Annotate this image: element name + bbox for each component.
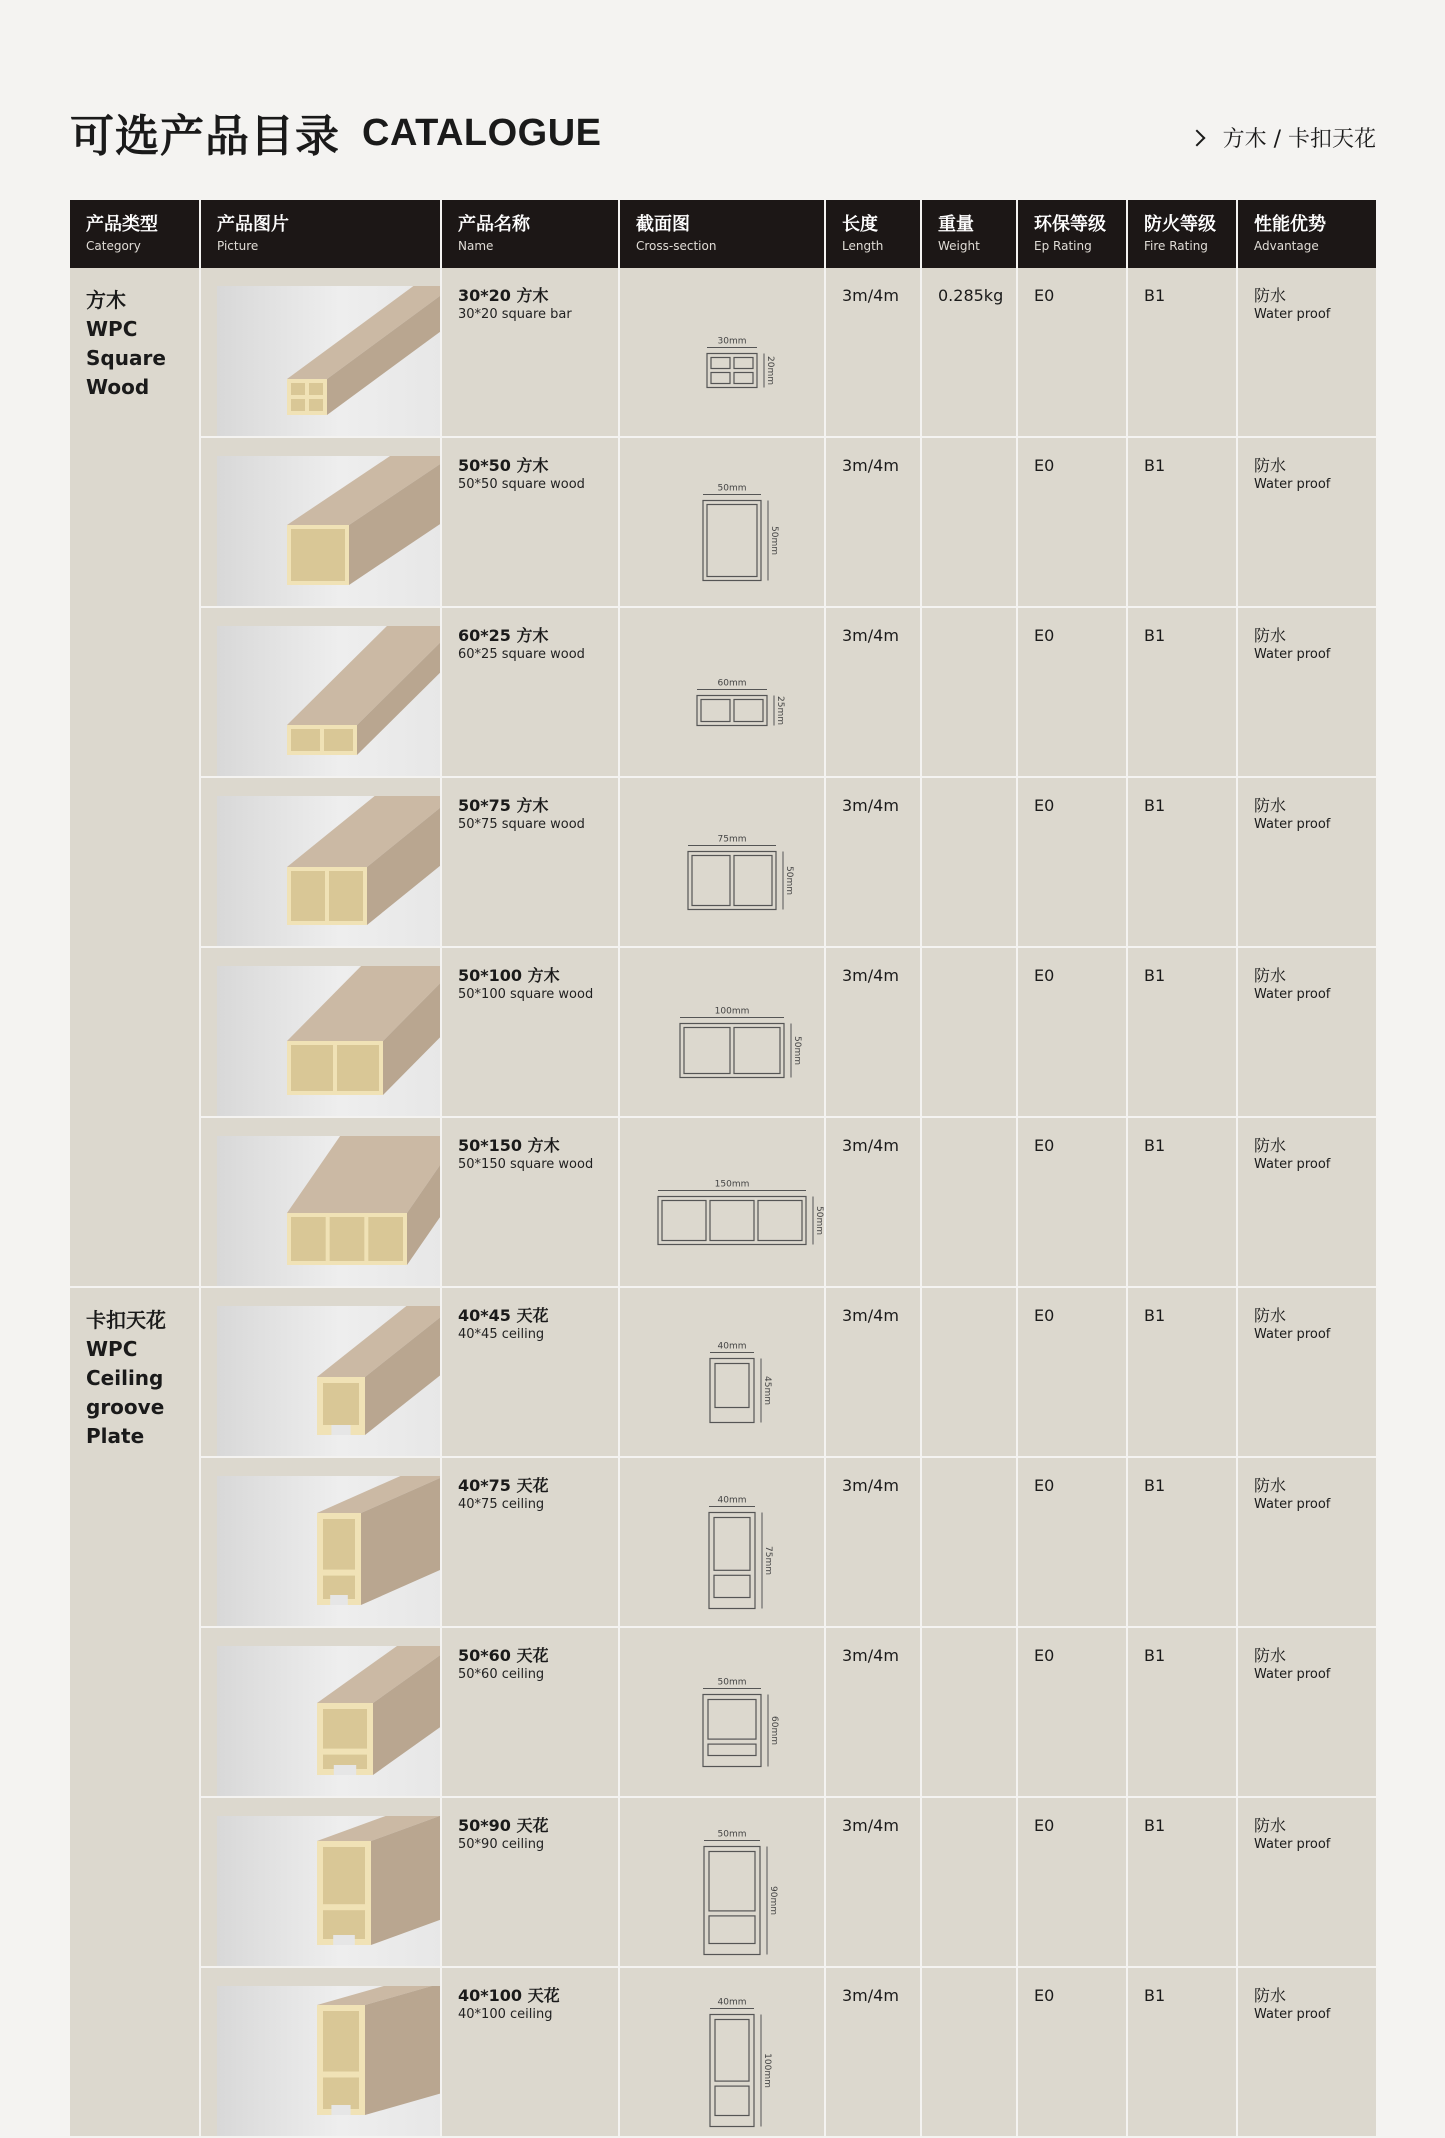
cross-section-cell <box>619 947 825 1117</box>
cross-section-cell <box>619 777 825 947</box>
weight-cell <box>921 1967 1017 2137</box>
table-row <box>70 268 1376 437</box>
advantage-cn: 防水 <box>1254 626 1287 645</box>
cross-section-drawing <box>636 1306 840 1455</box>
advantage-cell <box>1237 268 1376 437</box>
weight-cell <box>921 1287 1017 1457</box>
section-width-label: 100mm <box>714 1006 750 1017</box>
category-cell <box>70 1287 200 2137</box>
cross-section-drawing <box>636 1136 840 1285</box>
length-cell <box>825 1287 921 1457</box>
col-header-category: 产品类型 Category <box>70 200 200 268</box>
name-cell <box>441 437 619 607</box>
advantage-en: Water proof <box>1254 1837 1331 1852</box>
fire-rating-cell <box>1127 1797 1237 1967</box>
advantage-cn: 防水 <box>1254 966 1287 985</box>
length-value: 3m/4m <box>842 796 899 815</box>
picture-cell <box>200 947 441 1117</box>
fire-rating-cell <box>1127 437 1237 607</box>
product-photo <box>217 626 440 775</box>
fire-rating-value: B1 <box>1144 1306 1166 1325</box>
cross-section-cell <box>619 1287 825 1457</box>
section-height-label: 75mm <box>763 1546 773 1575</box>
product-photo <box>217 1816 440 1965</box>
name-cell <box>441 268 619 437</box>
product-name-en: 50*60 ceiling <box>458 1667 545 1682</box>
length-value: 3m/4m <box>842 1986 899 2005</box>
product-name-cn: 50*75 方木 <box>458 796 549 815</box>
ep-rating-value: E0 <box>1034 286 1055 305</box>
table-row <box>70 1117 1376 1287</box>
length-value: 3m/4m <box>842 1476 899 1495</box>
fire-rating-cell <box>1127 607 1237 777</box>
advantage-cn: 防水 <box>1254 1476 1287 1495</box>
fire-rating-cell <box>1127 1967 1237 2137</box>
ep-rating-value: E0 <box>1034 1306 1055 1325</box>
length-cell <box>825 1457 921 1627</box>
picture-cell <box>200 777 441 947</box>
advantage-cn: 防水 <box>1254 456 1287 475</box>
name-cell <box>441 1627 619 1797</box>
fire-rating-value: B1 <box>1144 1986 1166 2005</box>
table-row <box>70 1287 1376 1457</box>
length-cell <box>825 268 921 437</box>
cross-section-drawing <box>636 286 840 435</box>
product-name-cn: 50*60 天花 <box>458 1646 549 1665</box>
table-row <box>70 947 1376 1117</box>
section-height-label: 25mm <box>775 696 785 725</box>
product-photo <box>217 796 440 945</box>
col-header-weight: 重量 Weight <box>921 200 1017 268</box>
advantage-en: Water proof <box>1254 1157 1331 1172</box>
picture-cell <box>200 268 441 437</box>
advantage-cell <box>1237 607 1376 777</box>
table-row <box>70 1457 1376 1627</box>
product-name-en: 50*100 square wood <box>458 987 594 1002</box>
ep-rating-cell <box>1017 437 1127 607</box>
fire-rating-value: B1 <box>1144 966 1166 985</box>
ep-rating-value: E0 <box>1034 1476 1055 1495</box>
name-cell <box>441 1287 619 1457</box>
name-cell <box>441 947 619 1117</box>
ep-rating-value: E0 <box>1034 626 1055 645</box>
product-photo <box>217 456 440 605</box>
name-cell <box>441 607 619 777</box>
category-name: 方木 WPC Square Wood <box>86 288 166 399</box>
ep-rating-cell <box>1017 1287 1127 1457</box>
weight-value: 0.285kg <box>938 286 1004 305</box>
table-row <box>70 777 1376 947</box>
advantage-cell <box>1237 1287 1376 1457</box>
cross-section-cell <box>619 1967 825 2137</box>
page-title-en: CATALOGUE <box>362 112 602 154</box>
product-name-en: 40*45 ceiling <box>458 1327 545 1342</box>
ep-rating-cell <box>1017 1797 1127 1967</box>
advantage-cn: 防水 <box>1254 1986 1287 2005</box>
product-name-en: 30*20 square bar <box>458 307 572 322</box>
product-photo <box>217 1986 440 2135</box>
advantage-cell <box>1237 777 1376 947</box>
fire-rating-value: B1 <box>1144 796 1166 815</box>
section-width-label: 50mm <box>717 483 747 494</box>
product-name-cn: 60*25 方木 <box>458 626 549 645</box>
length-cell <box>825 1967 921 2137</box>
weight-cell <box>921 1797 1017 1967</box>
col-header-picture: 产品图片 Picture <box>200 200 441 268</box>
ep-rating-value: E0 <box>1034 456 1055 475</box>
weight-cell <box>921 1117 1017 1287</box>
section-height-label: 20mm <box>765 356 775 385</box>
ep-rating-value: E0 <box>1034 1646 1055 1665</box>
advantage-en: Water proof <box>1254 647 1331 662</box>
advantage-en: Water proof <box>1254 1667 1331 1682</box>
section-width-label: 50mm <box>717 1829 747 1840</box>
section-width-label: 75mm <box>717 834 747 845</box>
ep-rating-value: E0 <box>1034 966 1055 985</box>
section-height-label: 50mm <box>769 526 779 555</box>
weight-cell <box>921 777 1017 947</box>
section-width-label: 40mm <box>717 1495 747 1506</box>
advantage-en: Water proof <box>1254 1497 1331 1512</box>
length-cell <box>825 947 921 1117</box>
fire-rating-cell <box>1127 777 1237 947</box>
product-photo <box>217 1136 440 1285</box>
advantage-cn: 防水 <box>1254 1306 1287 1325</box>
picture-cell <box>200 1287 441 1457</box>
ep-rating-cell <box>1017 268 1127 437</box>
length-value: 3m/4m <box>842 626 899 645</box>
page-header <box>70 92 1376 172</box>
advantage-en: Water proof <box>1254 2007 1331 2022</box>
length-value: 3m/4m <box>842 456 899 475</box>
advantage-cn: 防水 <box>1254 286 1287 305</box>
col-header-fire-rating: 防火等级 Fire Rating <box>1127 200 1237 268</box>
table-row <box>70 1967 1376 2137</box>
section-width-label: 40mm <box>717 1341 747 1352</box>
advantage-cn: 防水 <box>1254 1136 1287 1155</box>
weight-cell <box>921 947 1017 1117</box>
section-height-label: 100mm <box>762 2053 772 2088</box>
advantage-cell <box>1237 1457 1376 1627</box>
product-name-cn: 50*50 方木 <box>458 456 549 475</box>
product-name-cn: 40*45 天花 <box>458 1306 549 1325</box>
name-cell <box>441 1967 619 2137</box>
section-height-label: 50mm <box>814 1206 824 1235</box>
ep-rating-value: E0 <box>1034 1136 1055 1155</box>
advantage-en: Water proof <box>1254 307 1331 322</box>
length-value: 3m/4m <box>842 1816 899 1835</box>
section-height-label: 60mm <box>769 1716 779 1745</box>
fire-rating-value: B1 <box>1144 626 1166 645</box>
advantage-cell <box>1237 1627 1376 1797</box>
chevron-right-icon <box>1188 129 1205 146</box>
product-photo <box>217 1646 440 1795</box>
length-cell <box>825 437 921 607</box>
fire-rating-cell <box>1127 1117 1237 1287</box>
ep-rating-cell <box>1017 1457 1127 1627</box>
product-name-cn: 30*20 方木 <box>458 286 549 305</box>
product-name-en: 50*150 square wood <box>458 1157 594 1172</box>
advantage-en: Water proof <box>1254 817 1331 832</box>
fire-rating-cell <box>1127 268 1237 437</box>
fire-rating-cell <box>1127 947 1237 1117</box>
cross-section-drawing <box>636 1986 840 2135</box>
col-header-length: 长度 Length <box>825 200 921 268</box>
fire-rating-value: B1 <box>1144 286 1166 305</box>
breadcrumb[interactable] <box>1191 122 1376 153</box>
product-photo <box>217 966 440 1115</box>
cross-section-drawing <box>636 1646 840 1795</box>
cross-section-cell <box>619 1797 825 1967</box>
fire-rating-value: B1 <box>1144 1816 1166 1835</box>
breadcrumb-label: 方木 / 卡扣天花 <box>1222 127 1376 152</box>
length-cell <box>825 1627 921 1797</box>
ep-rating-cell <box>1017 777 1127 947</box>
length-value: 3m/4m <box>842 1136 899 1155</box>
product-name-en: 40*75 ceiling <box>458 1497 545 1512</box>
product-name-en: 50*50 square wood <box>458 477 585 492</box>
cross-section-cell <box>619 1457 825 1627</box>
section-width-label: 50mm <box>717 1677 747 1688</box>
product-name-cn: 50*90 天花 <box>458 1816 549 1835</box>
picture-cell <box>200 437 441 607</box>
section-height-label: 50mm <box>784 866 794 895</box>
length-value: 3m/4m <box>842 1646 899 1665</box>
advantage-cn: 防水 <box>1254 1646 1287 1665</box>
product-name-en: 50*75 square wood <box>458 817 585 832</box>
ep-rating-cell <box>1017 1117 1127 1287</box>
cross-section-drawing <box>636 966 840 1115</box>
product-name-en: 50*90 ceiling <box>458 1837 545 1852</box>
product-name-en: 60*25 square wood <box>458 647 585 662</box>
ep-rating-value: E0 <box>1034 1816 1055 1835</box>
advantage-cn: 防水 <box>1254 796 1287 815</box>
fire-rating-value: B1 <box>1144 1646 1166 1665</box>
length-cell <box>825 1797 921 1967</box>
weight-cell <box>921 607 1017 777</box>
section-width-label: 150mm <box>714 1179 750 1190</box>
ep-rating-value: E0 <box>1034 1986 1055 2005</box>
table-row <box>70 1797 1376 1967</box>
length-cell <box>825 607 921 777</box>
col-header-name: 产品名称 Name <box>441 200 619 268</box>
cross-section-drawing <box>636 796 840 945</box>
picture-cell <box>200 1967 441 2137</box>
picture-cell <box>200 1797 441 1967</box>
product-name-cn: 40*100 天花 <box>458 1986 560 2005</box>
cross-section-drawing <box>636 626 840 775</box>
ep-rating-cell <box>1017 947 1127 1117</box>
length-value: 3m/4m <box>842 1306 899 1325</box>
cross-section-cell <box>619 437 825 607</box>
fire-rating-value: B1 <box>1144 1476 1166 1495</box>
section-width-label: 30mm <box>717 336 747 347</box>
page-title-cn: 可选产品目录 <box>70 111 340 162</box>
fire-rating-value: B1 <box>1144 456 1166 475</box>
advantage-cell <box>1237 437 1376 607</box>
advantage-cell <box>1237 947 1376 1117</box>
fire-rating-cell <box>1127 1627 1237 1797</box>
advantage-en: Water proof <box>1254 987 1331 1002</box>
section-height-label: 90mm <box>768 1886 778 1915</box>
advantage-cell <box>1237 1117 1376 1287</box>
table-row <box>70 607 1376 777</box>
section-height-label: 45mm <box>762 1376 772 1405</box>
picture-cell <box>200 1457 441 1627</box>
length-value: 3m/4m <box>842 966 899 985</box>
col-header-ep-rating: 环保等级 Ep Rating <box>1017 200 1127 268</box>
name-cell <box>441 1457 619 1627</box>
cross-section-cell <box>619 1117 825 1287</box>
ep-rating-cell <box>1017 1967 1127 2137</box>
length-cell <box>825 777 921 947</box>
name-cell <box>441 1797 619 1967</box>
picture-cell <box>200 607 441 777</box>
fire-rating-cell <box>1127 1287 1237 1457</box>
length-value: 3m/4m <box>842 286 899 305</box>
col-header-advantage: 性能优势 Advantage <box>1237 200 1376 268</box>
picture-cell <box>200 1627 441 1797</box>
ep-rating-cell <box>1017 1627 1127 1797</box>
product-name-cn: 50*100 方木 <box>458 966 560 985</box>
product-photo <box>217 286 440 435</box>
name-cell <box>441 1117 619 1287</box>
product-photo <box>217 1476 440 1625</box>
weight-cell <box>921 268 1017 437</box>
product-name-cn: 40*75 天花 <box>458 1476 549 1495</box>
advantage-en: Water proof <box>1254 1327 1331 1342</box>
fire-rating-value: B1 <box>1144 1136 1166 1155</box>
category-name: 卡扣天花 WPC Ceiling groove Plate <box>86 1308 166 1448</box>
col-header-cross-section: 截面图 Cross-section <box>619 200 825 268</box>
advantage-cell <box>1237 1967 1376 2137</box>
cross-section-cell <box>619 607 825 777</box>
table-row <box>70 437 1376 607</box>
cross-section-cell <box>619 268 825 437</box>
cross-section-drawing <box>636 456 840 605</box>
advantage-cell <box>1237 1797 1376 1967</box>
picture-cell <box>200 1117 441 1287</box>
ep-rating-value: E0 <box>1034 796 1055 815</box>
weight-cell <box>921 437 1017 607</box>
cross-section-drawing <box>636 1476 840 1625</box>
product-photo <box>217 1306 440 1455</box>
cross-section-drawing <box>636 1816 840 1965</box>
section-width-label: 60mm <box>717 678 747 689</box>
catalogue-table <box>70 200 1376 2138</box>
weight-cell <box>921 1627 1017 1797</box>
length-cell <box>825 1117 921 1287</box>
ep-rating-cell <box>1017 607 1127 777</box>
category-cell <box>70 268 200 1287</box>
table-row <box>70 1627 1376 1797</box>
section-height-label: 50mm <box>792 1036 802 1065</box>
cross-section-cell <box>619 1627 825 1797</box>
section-width-label: 40mm <box>717 1997 747 2008</box>
table-header-row <box>70 200 1376 268</box>
product-name-cn: 50*150 方木 <box>458 1136 560 1155</box>
name-cell <box>441 777 619 947</box>
fire-rating-cell <box>1127 1457 1237 1627</box>
advantage-en: Water proof <box>1254 477 1331 492</box>
weight-cell <box>921 1457 1017 1627</box>
product-name-en: 40*100 ceiling <box>458 2007 553 2022</box>
advantage-cn: 防水 <box>1254 1816 1287 1835</box>
